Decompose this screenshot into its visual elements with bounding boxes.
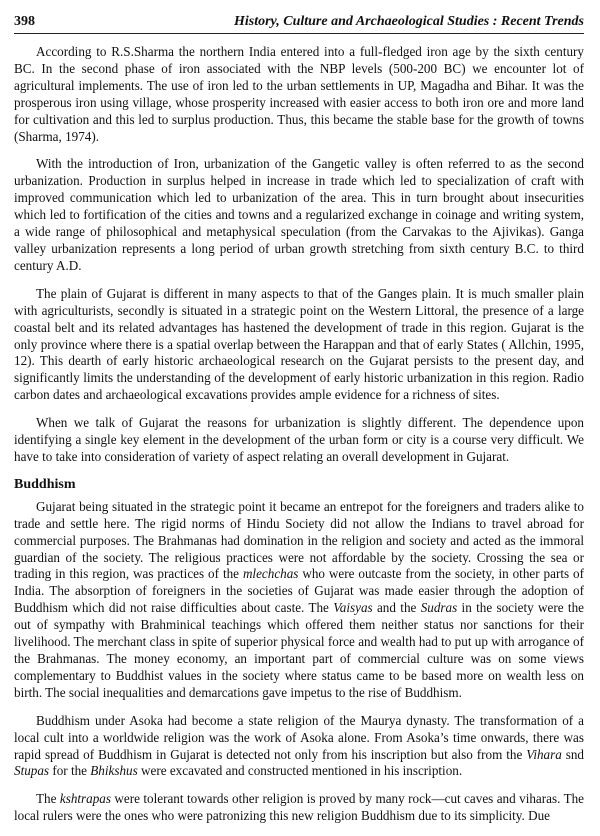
text-run: snd xyxy=(561,746,584,762)
text-run: Gujarat being situated in the strategic point it became an entrepot for the foreigners and traders alike to trade and settle here. The rigid norms of Hindu Society did not allow the Indians to travel abroad for commercial purposes. The Brahmanas had domination in the religion and society and acted as the immoral guardian of the society. The religious practices were not affordable by the society. Crossing the sea or trading in this region, was practices of the xyxy=(14,498,584,582)
paragraph-buddhism-kshtrapas xyxy=(14,791,584,825)
text-run: for the xyxy=(49,763,91,779)
page-body xyxy=(14,44,584,836)
italic-term: mlechchas xyxy=(242,566,299,582)
italic-term: Stupas xyxy=(14,763,50,779)
text-run: were excavated and constructed mentioned in his inscription. xyxy=(137,763,463,779)
text-run: Buddhism under Asoka had become a state religion of the Maurya dynasty. The transformation of a local cult into a worldwide religion was the work of Asoka alone. From Asoka’s time onwards, there was rapid spread of Buddhism in Gujarat is detected not only from his inscription but also from the xyxy=(14,712,584,762)
italic-term: Sudras xyxy=(420,600,458,616)
italic-term: Bhikshus xyxy=(90,763,138,779)
section-heading: Buddhism xyxy=(14,476,76,492)
page-number: 398 xyxy=(14,14,35,29)
italic-term: Vaisyas xyxy=(333,600,373,616)
text-run: and the xyxy=(372,600,421,616)
paragraph-second-urbanization: With the introduction of Iron, urbanization of the Gangetic valley is often referred to as the second urbanization. Production in surplus helped in increase in trade which led to specialization of craft with improved communication which led to urbanization of the area. This in turn brought about insecurities which led to fortification of the cities and towns and a regularized exchange in coinage and writing system, a wide range of philosophical and metaphysical speculation (from the Carvakas to the Ajivikas). Ganga valley urbanization represents a long period of urban growth stretching from sixth century B.C. to third century A.D. xyxy=(14,156,584,273)
paragraph-gujarat-reasons: When we talk of Gujarat the reasons for urbanization is slightly different. The dependence upon identifying a single key element in the development of the urban form or city is a course very difficult. We have to take into consideration of variety of aspect relating an overall development in Gujarat. xyxy=(14,415,584,464)
italic-term: kshtrapas xyxy=(59,791,111,807)
text-run: in the society were the out of sympathy with Brahminical teachings which offered them neither status nor sanctions for their livelihood. The merchant class in spite of superior physical force and wealth had to put up with arrogance of the Brahmanas. The money economy, an important part of commercial culture was on some views complementary to Buddhist values in the society where status came to be based more on wealth less on birth. The social inequalities and demarcations gave impetus to the rise of Buddhism. xyxy=(14,600,584,700)
text-run: who were outcaste from the society, in other parts of India. The absorption of foreigners in the societies of Gujarat was made easier through the adoption of Buddhism which did not raise difficulties about caste. The xyxy=(14,566,584,616)
italic-term: Vihara xyxy=(526,746,562,762)
paragraph-sharma-iron-age: According to R.S.Sharma the northern India entered into a full-fledged iron age by the sixth century BC. In the second phase of iron associated with the NBP levels (500-200 BC) we encounter lot of agricultural implements. The use of iron led to the urban settlements in UP, Magadha and Bihar. It was the prosperous iron using village, whose prosperity increased with easier access to both iron ore and more land for cultivation and this led to surplus production. Thus, this became the stable base for the growth of towns (Sharma, 1974). xyxy=(14,44,584,144)
text-run: were tolerant towards other religion is proved by many rock—cut caves and viharas. The local rulers were the ones who were patronizing this new religion Buddhism due to its simplicity. Due xyxy=(14,791,584,824)
running-head: History, Culture and Archaeological Studies : Recent Trends xyxy=(233,14,584,29)
paragraph-gujarat-plain: The plain of Gujarat is different in many aspects to that of the Ganges plain. It is much smaller plain with agriculturists, secondly is situated in a strategic point on the Western Littoral, the presence of a large coastal belt and its related advantages has hastened the development of trade in this region. Gujarat is the only province where there is a spatial overlap between the Harappan and that of early States ( Allchin, 1995, 12). This dearth of early historic archaeological research on the Gujarat persists to the present day, and significantly limits the understanding of the development of early historic urbanization in this region. Radio carbon dates and archaeological excavations provides ample evidence for a richness of sites. xyxy=(14,285,584,403)
text-run: The xyxy=(36,791,60,807)
page-header xyxy=(14,4,584,34)
paragraph-buddhism-asoka xyxy=(14,713,584,781)
paragraph-buddhism-entrepot xyxy=(14,499,584,702)
